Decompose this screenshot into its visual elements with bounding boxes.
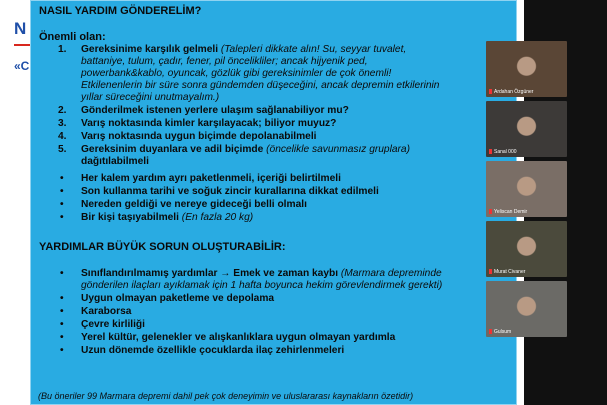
- participant-name: Sanal 000: [489, 149, 517, 155]
- numbered-item: [58, 131, 453, 143]
- participant-name: Murat Civaner: [489, 269, 525, 275]
- section-heading-important: Önemli olan:: [39, 31, 106, 43]
- bullet-strong-text: Uygun olmayan paketleme ve depolama: [81, 293, 275, 304]
- bullet-strong-text: Son kullanma tarihi ve soğuk zincir kurallarına dikkat edilmeli: [81, 186, 379, 197]
- bullet-glyph: •: [60, 199, 64, 210]
- bullet-item: [58, 199, 468, 211]
- slide-footnote: (Bu öneriler 99 Marmara depremi dahil pek çok deneyimin ve uluslararası kaynakların özetidir): [38, 391, 414, 401]
- bullet-strong-text: Çevre kirliliği: [81, 319, 145, 330]
- shared-slide: [30, 0, 517, 405]
- bullet-item: [58, 186, 468, 198]
- bullet-item: [58, 293, 468, 305]
- bullet-item: [58, 268, 468, 292]
- item-number: 3.: [58, 118, 67, 129]
- bullet-note-text: (Marmara depreminde gönderilen ilaçları ayıklamak için 1 hafta boyunca hekim görevlendirmek gerekti): [81, 268, 443, 291]
- bullet-strong-text: Uzun dönemde özellikle çocuklarda ilaç zehirlenmeleri: [81, 345, 345, 356]
- bullet-list-problems: [58, 268, 468, 357]
- item-strong-text: Varış noktasında kimler karşılayacak; biliyor muyuz?: [81, 118, 337, 129]
- numbered-item: [58, 44, 453, 104]
- bullet-strong-text: Yerel kültür, gelenekler ve alışkanlıklara uygun olmayan yardımla: [81, 332, 396, 343]
- bullet-item: [58, 319, 468, 331]
- bullet-note-text: (En fazla 20 kg): [178, 212, 254, 223]
- participant-tile[interactable]: [486, 221, 567, 277]
- bullet-glyph: •: [60, 332, 64, 343]
- bullet-strong-text: Karaborsa: [81, 306, 132, 317]
- numbered-list: [58, 44, 453, 168]
- bullet-glyph: •: [60, 268, 64, 279]
- numbered-item: [58, 118, 453, 130]
- participant-tile[interactable]: [486, 101, 567, 157]
- participant-tile[interactable]: [486, 41, 567, 97]
- bullet-glyph: •: [60, 186, 64, 197]
- bullet-item: [58, 332, 468, 344]
- participant-name: Ardahan Özgüner: [489, 89, 533, 95]
- bullet-glyph: •: [60, 319, 64, 330]
- item-strong-text: Gereksinime karşılık gelmeli: [81, 44, 219, 55]
- item-note-text: (öncelikle savunmasız gruplara): [263, 144, 410, 155]
- item-strong-text: Gönderilmek istenen yerlere ulaşım sağlanabiliyor mu?: [81, 105, 349, 116]
- item-strong-text: Gereksinim duyanlara ve adil biçimde: [81, 144, 264, 155]
- bullet-strong-text: Sınıflandırılmamış yardımlar → Emek ve zaman kaybı: [81, 268, 339, 279]
- bullet-item: [58, 212, 468, 224]
- bullet-strong-text: Nereden geldiği ve nereye gideceği belli olmalı: [81, 199, 307, 210]
- item-note-text: (Talepleri dikkate alın! Su, seyyar tuvalet, battaniye, tulum, çadır, fener, pil öncelikliler; ancak hijyenik ped, powerbank&kablo, oyuncak, gözlük gibi gereksinimler de çok önemli! Etkilenenlerin bir süre sonra gündemden düşeceğini, ancak depremin etkilerinin yıllar süreceğini unutmayalım.): [81, 44, 440, 103]
- bullet-glyph: •: [60, 345, 64, 356]
- bullet-strong-text: Bir kişi taşıyabilmeli: [81, 212, 179, 223]
- background-slide-subtitle: «C: [14, 59, 30, 73]
- bullet-glyph: •: [60, 173, 64, 184]
- participant-tile[interactable]: [486, 161, 567, 217]
- bullet-glyph: •: [60, 306, 64, 317]
- item-strong-text: Varış noktasında uygun biçimde depolanabilmeli: [81, 131, 317, 142]
- section-heading-problems: YARDIMLAR BÜYÜK SORUN OLUŞTURABİLİR:: [39, 241, 286, 253]
- numbered-item: [58, 144, 453, 168]
- item-number: 4.: [58, 131, 67, 142]
- bullet-strong-text: Her kalem yardım ayrı paketlenmeli, içeriği belirtilmeli: [81, 173, 341, 184]
- participant-tile[interactable]: [486, 281, 567, 337]
- item-number: 5.: [58, 144, 67, 155]
- bullet-item: [58, 173, 468, 185]
- bullet-item: [58, 306, 468, 318]
- item-number: 2.: [58, 105, 67, 116]
- participant-name: Yeliscan Demir: [489, 209, 527, 215]
- bullet-item: [58, 345, 468, 357]
- item-tail-text: dağıtılabilmeli: [81, 156, 149, 167]
- background-slide-title: N: [14, 19, 27, 38]
- slide-title: NASIL YARDIM GÖNDERELİM?: [39, 5, 202, 17]
- participant-name: Gulsum: [489, 329, 511, 335]
- bullet-list-packaging: [58, 173, 468, 224]
- item-number: 1.: [58, 44, 67, 55]
- bullet-glyph: •: [60, 212, 64, 223]
- bullet-glyph: •: [60, 293, 64, 304]
- numbered-item: [58, 105, 453, 117]
